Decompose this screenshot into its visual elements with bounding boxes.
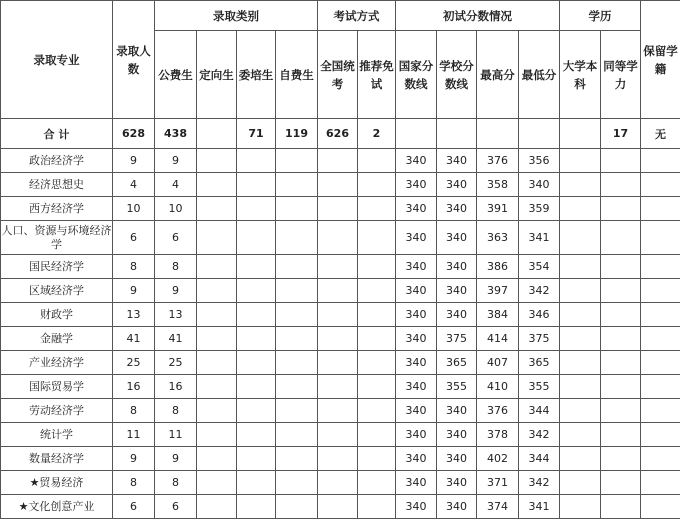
cell-equivalent xyxy=(601,423,641,447)
cell-unified xyxy=(318,399,358,423)
cell-major: 区域经济学 xyxy=(1,279,113,303)
cell-national-line: 340 xyxy=(396,197,437,221)
header-max: 最高分 xyxy=(477,31,519,119)
total-bachelor xyxy=(560,119,601,149)
header-public: 公费生 xyxy=(155,31,197,119)
cell-bachelor xyxy=(560,495,601,519)
total-national-line xyxy=(396,119,437,149)
cell-school-line: 340 xyxy=(437,279,477,303)
table-row xyxy=(1,279,680,303)
header-equivalent: 同等学力 xyxy=(601,31,641,119)
total-recommended: 2 xyxy=(358,119,396,149)
table-row xyxy=(1,303,680,327)
cell-min: 340 xyxy=(519,173,560,197)
cell-recommended xyxy=(358,399,396,423)
cell-selfpaid xyxy=(276,399,318,423)
cell-school-line: 340 xyxy=(437,471,477,495)
cell-unified xyxy=(318,327,358,351)
cell-national-line: 340 xyxy=(396,423,437,447)
total-row xyxy=(1,119,680,149)
header-edu-group: 学历 xyxy=(560,1,641,31)
cell-retain xyxy=(641,375,680,399)
cell-unified xyxy=(318,221,358,255)
cell-equivalent xyxy=(601,327,641,351)
cell-recommended xyxy=(358,149,396,173)
cell-equivalent xyxy=(601,197,641,221)
total-selfpaid: 119 xyxy=(276,119,318,149)
cell-bachelor xyxy=(560,303,601,327)
header-category-group: 录取类别 xyxy=(155,1,318,31)
cell-public: 16 xyxy=(155,375,197,399)
cell-selfpaid xyxy=(276,173,318,197)
table-row xyxy=(1,471,680,495)
cell-major: 政治经济学 xyxy=(1,149,113,173)
cell-max: 391 xyxy=(477,197,519,221)
cell-selfpaid xyxy=(276,375,318,399)
cell-directed xyxy=(197,221,237,255)
cell-major: 产业经济学 xyxy=(1,351,113,375)
cell-commissioned xyxy=(237,197,276,221)
cell-count: 16 xyxy=(113,375,155,399)
cell-bachelor xyxy=(560,221,601,255)
cell-recommended xyxy=(358,221,396,255)
cell-min: 375 xyxy=(519,327,560,351)
cell-commissioned xyxy=(237,495,276,519)
cell-count: 8 xyxy=(113,471,155,495)
cell-school-line: 340 xyxy=(437,447,477,471)
cell-retain xyxy=(641,471,680,495)
cell-bachelor xyxy=(560,423,601,447)
cell-min: 344 xyxy=(519,447,560,471)
cell-major: 人口、资源与环境经济学 xyxy=(1,221,113,255)
table-row xyxy=(1,173,680,197)
total-directed xyxy=(197,119,237,149)
cell-bachelor xyxy=(560,327,601,351)
cell-commissioned xyxy=(237,375,276,399)
cell-equivalent xyxy=(601,255,641,279)
cell-national-line: 340 xyxy=(396,375,437,399)
cell-public: 8 xyxy=(155,471,197,495)
cell-school-line: 340 xyxy=(437,495,477,519)
cell-directed xyxy=(197,279,237,303)
cell-equivalent xyxy=(601,495,641,519)
cell-public: 9 xyxy=(155,149,197,173)
cell-unified xyxy=(318,279,358,303)
cell-directed xyxy=(197,351,237,375)
cell-major: 统计学 xyxy=(1,423,113,447)
cell-commissioned xyxy=(237,303,276,327)
cell-school-line: 365 xyxy=(437,351,477,375)
cell-max: 402 xyxy=(477,447,519,471)
cell-retain xyxy=(641,423,680,447)
header-national-line: 国家分数线 xyxy=(396,31,437,119)
cell-national-line: 340 xyxy=(396,471,437,495)
cell-major: 金融学 xyxy=(1,327,113,351)
cell-min: 359 xyxy=(519,197,560,221)
cell-min: 354 xyxy=(519,255,560,279)
cell-public: 11 xyxy=(155,423,197,447)
cell-equivalent xyxy=(601,447,641,471)
cell-bachelor xyxy=(560,255,601,279)
total-equivalent: 17 xyxy=(601,119,641,149)
cell-directed xyxy=(197,327,237,351)
cell-national-line: 340 xyxy=(396,173,437,197)
cell-max: 397 xyxy=(477,279,519,303)
cell-recommended xyxy=(358,279,396,303)
cell-retain xyxy=(641,303,680,327)
table-row xyxy=(1,197,680,221)
total-commissioned: 71 xyxy=(237,119,276,149)
cell-count: 9 xyxy=(113,149,155,173)
cell-count: 9 xyxy=(113,447,155,471)
cell-major: 财政学 xyxy=(1,303,113,327)
cell-count: 41 xyxy=(113,327,155,351)
cell-retain xyxy=(641,255,680,279)
cell-commissioned xyxy=(237,351,276,375)
cell-selfpaid xyxy=(276,447,318,471)
cell-unified xyxy=(318,303,358,327)
table-row xyxy=(1,221,680,255)
header-unified: 全国统考 xyxy=(318,31,358,119)
cell-retain xyxy=(641,447,680,471)
cell-major: 劳动经济学 xyxy=(1,399,113,423)
header-commissioned: 委培生 xyxy=(237,31,276,119)
table-row xyxy=(1,375,680,399)
cell-retain xyxy=(641,149,680,173)
table-row xyxy=(1,399,680,423)
cell-public: 10 xyxy=(155,197,197,221)
cell-count: 8 xyxy=(113,399,155,423)
cell-count: 6 xyxy=(113,221,155,255)
cell-school-line: 340 xyxy=(437,399,477,423)
table-row xyxy=(1,327,680,351)
cell-count: 13 xyxy=(113,303,155,327)
cell-unified xyxy=(318,447,358,471)
header-school-line: 学校分数线 xyxy=(437,31,477,119)
cell-selfpaid xyxy=(276,197,318,221)
header-bachelor: 大学本科 xyxy=(560,31,601,119)
cell-equivalent xyxy=(601,375,641,399)
cell-selfpaid xyxy=(276,471,318,495)
header-recommended: 推荐免试 xyxy=(358,31,396,119)
cell-public: 13 xyxy=(155,303,197,327)
cell-unified xyxy=(318,495,358,519)
header-exam-group: 考试方式 xyxy=(318,1,396,31)
total-min xyxy=(519,119,560,149)
cell-equivalent xyxy=(601,303,641,327)
cell-commissioned xyxy=(237,149,276,173)
cell-recommended xyxy=(358,327,396,351)
cell-commissioned xyxy=(237,471,276,495)
cell-min: 365 xyxy=(519,351,560,375)
cell-commissioned xyxy=(237,423,276,447)
cell-commissioned xyxy=(237,221,276,255)
header-major: 录取专业 xyxy=(1,1,113,119)
cell-bachelor xyxy=(560,279,601,303)
header-score-group: 初试分数情况 xyxy=(396,1,560,31)
cell-school-line: 355 xyxy=(437,375,477,399)
cell-directed xyxy=(197,495,237,519)
cell-public: 41 xyxy=(155,327,197,351)
cell-national-line: 340 xyxy=(396,279,437,303)
cell-directed xyxy=(197,303,237,327)
table-row xyxy=(1,351,680,375)
cell-min: 342 xyxy=(519,471,560,495)
total-retain: 无 xyxy=(641,119,680,149)
cell-retain xyxy=(641,173,680,197)
total-unified: 626 xyxy=(318,119,358,149)
cell-bachelor xyxy=(560,471,601,495)
cell-recommended xyxy=(358,471,396,495)
cell-selfpaid xyxy=(276,279,318,303)
table-row xyxy=(1,149,680,173)
cell-school-line: 340 xyxy=(437,173,477,197)
cell-public: 4 xyxy=(155,173,197,197)
cell-recommended xyxy=(358,495,396,519)
cell-national-line: 340 xyxy=(396,255,437,279)
header-directed: 定向生 xyxy=(197,31,237,119)
cell-count: 11 xyxy=(113,423,155,447)
cell-max: 378 xyxy=(477,423,519,447)
cell-equivalent xyxy=(601,149,641,173)
cell-national-line: 340 xyxy=(396,149,437,173)
cell-recommended xyxy=(358,375,396,399)
cell-min: 355 xyxy=(519,375,560,399)
table-row xyxy=(1,423,680,447)
table-row xyxy=(1,495,680,519)
cell-recommended xyxy=(358,255,396,279)
total-max xyxy=(477,119,519,149)
cell-min: 344 xyxy=(519,399,560,423)
cell-count: 10 xyxy=(113,197,155,221)
cell-count: 9 xyxy=(113,279,155,303)
cell-commissioned xyxy=(237,173,276,197)
cell-count: 8 xyxy=(113,255,155,279)
cell-recommended xyxy=(358,351,396,375)
cell-max: 363 xyxy=(477,221,519,255)
cell-retain xyxy=(641,399,680,423)
cell-bachelor xyxy=(560,197,601,221)
cell-min: 356 xyxy=(519,149,560,173)
cell-equivalent xyxy=(601,279,641,303)
cell-selfpaid xyxy=(276,303,318,327)
header-selfpaid: 自费生 xyxy=(276,31,318,119)
cell-directed xyxy=(197,447,237,471)
total-school-line xyxy=(437,119,477,149)
cell-public: 9 xyxy=(155,447,197,471)
cell-school-line: 340 xyxy=(437,197,477,221)
cell-bachelor xyxy=(560,173,601,197)
cell-max: 407 xyxy=(477,351,519,375)
total-public: 438 xyxy=(155,119,197,149)
cell-unified xyxy=(318,471,358,495)
cell-national-line: 340 xyxy=(396,351,437,375)
cell-unified xyxy=(318,375,358,399)
cell-count: 4 xyxy=(113,173,155,197)
cell-national-line: 340 xyxy=(396,327,437,351)
header-min: 最低分 xyxy=(519,31,560,119)
cell-public: 6 xyxy=(155,221,197,255)
cell-directed xyxy=(197,375,237,399)
cell-school-line: 340 xyxy=(437,423,477,447)
cell-retain xyxy=(641,279,680,303)
cell-school-line: 340 xyxy=(437,221,477,255)
cell-school-line: 375 xyxy=(437,327,477,351)
cell-max: 376 xyxy=(477,149,519,173)
cell-bachelor xyxy=(560,375,601,399)
cell-national-line: 340 xyxy=(396,303,437,327)
cell-major: ★贸易经济 xyxy=(1,471,113,495)
cell-school-line: 340 xyxy=(437,149,477,173)
cell-count: 25 xyxy=(113,351,155,375)
cell-retain xyxy=(641,351,680,375)
cell-unified xyxy=(318,149,358,173)
cell-directed xyxy=(197,197,237,221)
cell-max: 386 xyxy=(477,255,519,279)
cell-major: 经济思想史 xyxy=(1,173,113,197)
cell-directed xyxy=(197,423,237,447)
table-row xyxy=(1,255,680,279)
cell-max: 410 xyxy=(477,375,519,399)
cell-bachelor xyxy=(560,399,601,423)
cell-directed xyxy=(197,255,237,279)
cell-max: 376 xyxy=(477,399,519,423)
cell-max: 358 xyxy=(477,173,519,197)
cell-major: ★文化创意产业 xyxy=(1,495,113,519)
total-count: 628 xyxy=(113,119,155,149)
cell-directed xyxy=(197,399,237,423)
cell-recommended xyxy=(358,173,396,197)
header-retain: 保留学籍 xyxy=(641,1,680,119)
cell-recommended xyxy=(358,303,396,327)
cell-equivalent xyxy=(601,471,641,495)
cell-min: 341 xyxy=(519,221,560,255)
cell-commissioned xyxy=(237,327,276,351)
cell-equivalent xyxy=(601,399,641,423)
cell-national-line: 340 xyxy=(396,447,437,471)
cell-unified xyxy=(318,351,358,375)
cell-commissioned xyxy=(237,447,276,471)
cell-major: 国际贸易学 xyxy=(1,375,113,399)
header-count: 录取人数 xyxy=(113,1,155,119)
cell-bachelor xyxy=(560,447,601,471)
cell-directed xyxy=(197,173,237,197)
table-row xyxy=(1,447,680,471)
cell-recommended xyxy=(358,197,396,221)
cell-selfpaid xyxy=(276,149,318,173)
cell-equivalent xyxy=(601,173,641,197)
cell-public: 6 xyxy=(155,495,197,519)
cell-equivalent xyxy=(601,221,641,255)
cell-max: 374 xyxy=(477,495,519,519)
cell-selfpaid xyxy=(276,255,318,279)
cell-bachelor xyxy=(560,149,601,173)
cell-school-line: 340 xyxy=(437,255,477,279)
cell-commissioned xyxy=(237,279,276,303)
cell-major: 国民经济学 xyxy=(1,255,113,279)
cell-selfpaid xyxy=(276,495,318,519)
cell-count: 6 xyxy=(113,495,155,519)
cell-national-line: 340 xyxy=(396,495,437,519)
cell-public: 25 xyxy=(155,351,197,375)
cell-min: 342 xyxy=(519,423,560,447)
cell-unified xyxy=(318,173,358,197)
cell-public: 8 xyxy=(155,399,197,423)
cell-min: 341 xyxy=(519,495,560,519)
cell-max: 384 xyxy=(477,303,519,327)
cell-bachelor xyxy=(560,351,601,375)
cell-unified xyxy=(318,255,358,279)
cell-directed xyxy=(197,471,237,495)
cell-min: 342 xyxy=(519,279,560,303)
cell-recommended xyxy=(358,447,396,471)
cell-selfpaid xyxy=(276,221,318,255)
cell-national-line: 340 xyxy=(396,221,437,255)
cell-recommended xyxy=(358,423,396,447)
cell-commissioned xyxy=(237,399,276,423)
cell-public: 8 xyxy=(155,255,197,279)
cell-directed xyxy=(197,149,237,173)
cell-selfpaid xyxy=(276,327,318,351)
cell-major: 数量经济学 xyxy=(1,447,113,471)
total-label: 合 计 xyxy=(1,119,113,149)
cell-max: 371 xyxy=(477,471,519,495)
cell-commissioned xyxy=(237,255,276,279)
cell-retain xyxy=(641,221,680,255)
cell-retain xyxy=(641,197,680,221)
cell-selfpaid xyxy=(276,423,318,447)
cell-equivalent xyxy=(601,351,641,375)
cell-unified xyxy=(318,423,358,447)
cell-school-line: 340 xyxy=(437,303,477,327)
cell-public: 9 xyxy=(155,279,197,303)
cell-retain xyxy=(641,327,680,351)
cell-retain xyxy=(641,495,680,519)
cell-max: 414 xyxy=(477,327,519,351)
cell-national-line: 340 xyxy=(396,399,437,423)
cell-selfpaid xyxy=(276,351,318,375)
cell-min: 346 xyxy=(519,303,560,327)
cell-unified xyxy=(318,197,358,221)
cell-major: 西方经济学 xyxy=(1,197,113,221)
